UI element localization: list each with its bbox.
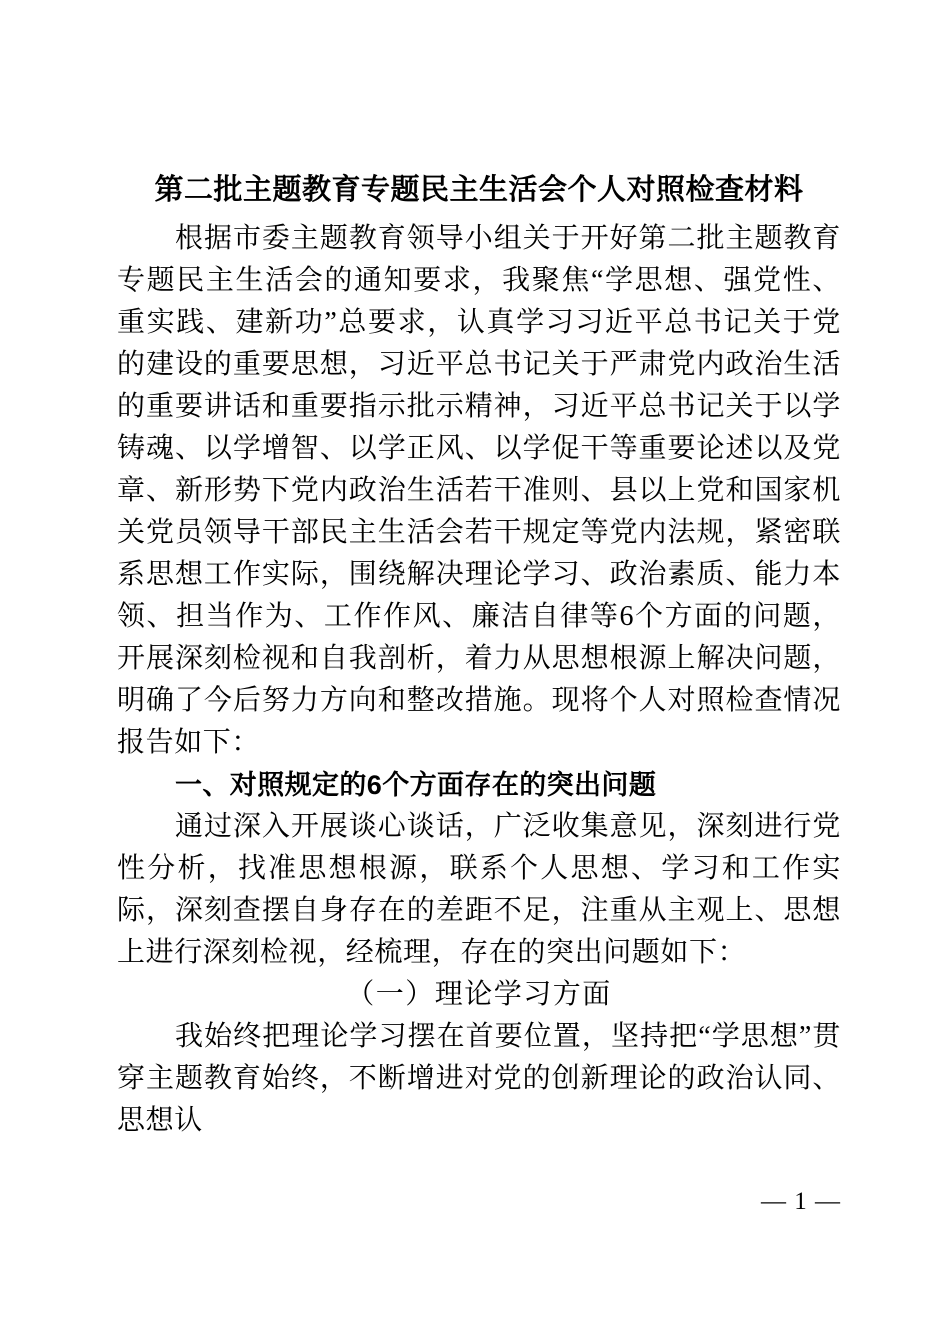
document-body (117, 168, 841, 1142)
paragraph-theory-study: 我始终把理论学习摆在首要位置，坚持把“学思想”贯穿主题教育始终，不断增进对党的创新理论的政治认同、思想认 (117, 1021, 841, 1136)
page-title: 第二批主题教育专题民主生活会个人对照检查材料 (154, 174, 804, 206)
paragraph-intro: 根据市委主题教育领导小组关于开好第二批主题教育专题民主生活会的通知要求，我聚焦“学思想、强党性、重实践、建新功”总要求，认真学习习近平总书记关于党的建设的重要思想，习近平总书记关于严肃党内政治生活的重要讲话和重要指示批示精神，习近平总书记关于以学铸魂、以学增智、以学正风、以学促干等重要论述以及党章、新形势下党内政治生活若干准则、县以上党和国家机关党员领导干部民主生活会若干规定等党内法规，紧密联系思想工作实际，围绕解决理论学习、政治素质、能力本领、担当作为、工作作风、廉洁自律等6个方面的问题，开展深刻检视和自我剖析，着力从思想根源上解决问题，明确了今后努力方向和整改措施。现将个人对照检查情况报告如下： (117, 223, 841, 758)
paragraph-section-one-intro: 通过深入开展谈心谈话，广泛收集意见，深刻进行党性分析，找准思想根源，联系个人思想、学习和工作实际，深刻查摆自身存在的差距不足，注重从主观上、思想上进行深刻检视，经梳理，存在的突出问题如下： (117, 811, 841, 968)
page-number: — 1 — (761, 1188, 841, 1215)
section-heading-one: 一、对照规定的6个方面存在的突出问题 (175, 770, 657, 800)
subsection-heading-theory-study: （一）理论学习方面 (346, 979, 612, 1010)
